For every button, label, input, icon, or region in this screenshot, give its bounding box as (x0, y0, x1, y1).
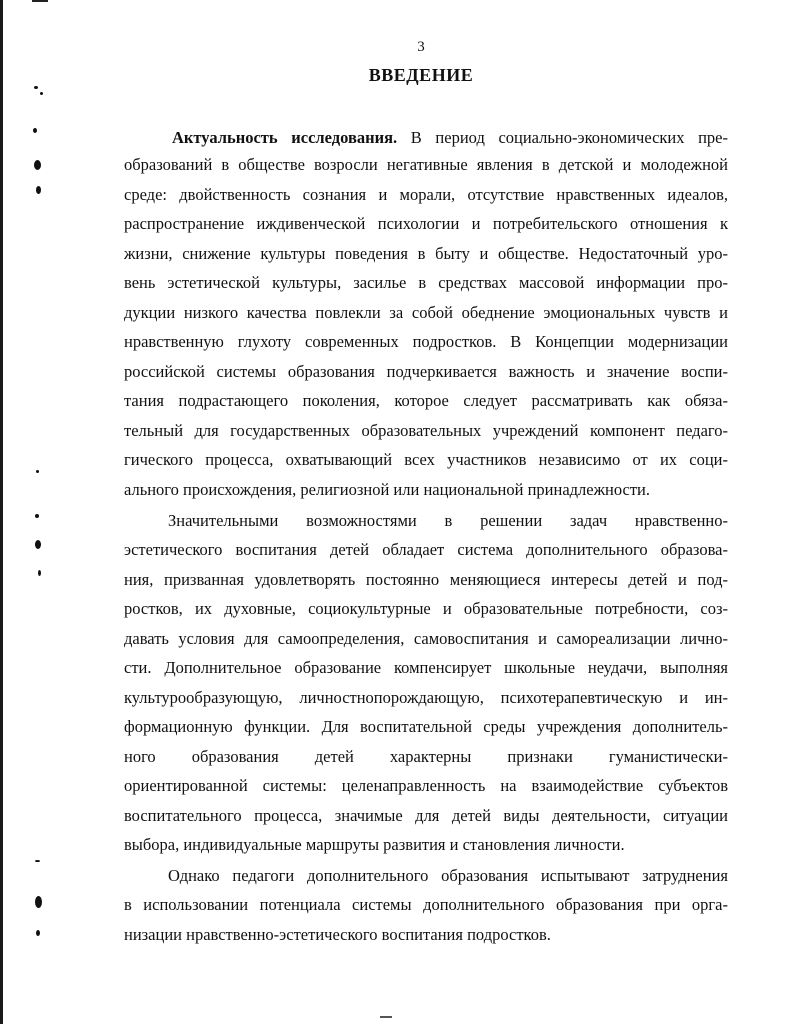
paragraph-line: давать условия для самоопределения, самовоспитания и самореализации лично- (124, 629, 728, 648)
paragraph-line: культурообразующую, личностнопорождающую, психотерапевтическую и ин- (124, 688, 728, 707)
paragraph-line: эстетического воспитания детей обладает система дополнительного образова- (124, 540, 728, 559)
paragraph-line: Значительными возможностями в решении задач нравственно- (168, 511, 728, 530)
paragraph-line: тания подрастающего поколения, которое следует рассматривать как обяза- (124, 391, 728, 410)
paragraph-line: ального происхождения, религиозной или национальной принадлежности. (124, 480, 650, 499)
section-heading: ВВЕДЕНИЕ (368, 65, 474, 85)
paragraph-line: образований в обществе возросли негативные явления в детской и молодежной (124, 155, 728, 174)
paragraph-line: Однако педагоги дополнительного образования испытывают затруднения (168, 866, 728, 885)
scan-top-mark (32, 0, 48, 2)
paragraph-line: среде: двойственность сознания и морали, отсутствие нравственных идеалов, (124, 185, 728, 204)
paragraph-line: сти. Дополнительное образование компенсирует школьные неудачи, выполняя (124, 658, 728, 677)
paragraph-line: воспитательного процесса, значимые для детей виды деятельности, ситуации (124, 806, 728, 825)
paragraph-line: жизни, снижение культуры поведения в быту и обществе. Недостаточный уро- (124, 244, 728, 263)
paragraph-line: формационную функции. Для воспитательной среды учреждения дополнитель- (124, 717, 728, 736)
paragraph-line: распространение иждивенческой психологии и потребительского отношения к (124, 214, 728, 233)
paragraph-line: гического процесса, охватывающий всех участников независимо от их соци- (124, 450, 728, 469)
paragraph-line: Актуальность исследования. В период социально-экономических пре- (172, 128, 729, 147)
paragraph-line: тельный для государственных образовательных учреждений компонент педаго- (124, 421, 728, 440)
paragraph-line: российской системы образования подчеркивается важность и значение воспи- (124, 362, 728, 381)
paragraph-line: ориентированной системы: целенаправленность на взаимодействие субъектов (124, 776, 728, 795)
paragraph-line: выбора, индивидуальные маршруты развития и становления личности. (124, 835, 625, 854)
page-number: 3 (417, 39, 425, 55)
paragraph-line: дукции низкого качества повлекли за собой обеднение эмоциональных чувств и (124, 303, 728, 322)
paragraph-line: ного образования детей характерны признаки гуманистически- (124, 747, 728, 766)
paragraph-line: нравственную глухоту современных подростков. В Концепции модернизации (124, 332, 728, 351)
paragraph-line: низации нравственно-эстетического воспитания подростков. (124, 925, 551, 944)
paragraph-line: в использовании потенциала системы дополнительного образования при орга- (124, 895, 728, 914)
relevance-lead-bold: Актуальность исследования. (172, 128, 398, 147)
scan-edge-border (0, 0, 3, 1024)
paragraph-line: вень эстетической культуры, засилье в средствах массовой информации про- (124, 273, 728, 292)
paragraph-line: ростков, их духовные, социокультурные и образовательные потребности, соз- (124, 599, 728, 618)
scan-bottom-mark (380, 1016, 392, 1018)
paragraph-line: ния, призванная удовлетворять постоянно меняющиеся интересы детей и под- (124, 570, 728, 589)
